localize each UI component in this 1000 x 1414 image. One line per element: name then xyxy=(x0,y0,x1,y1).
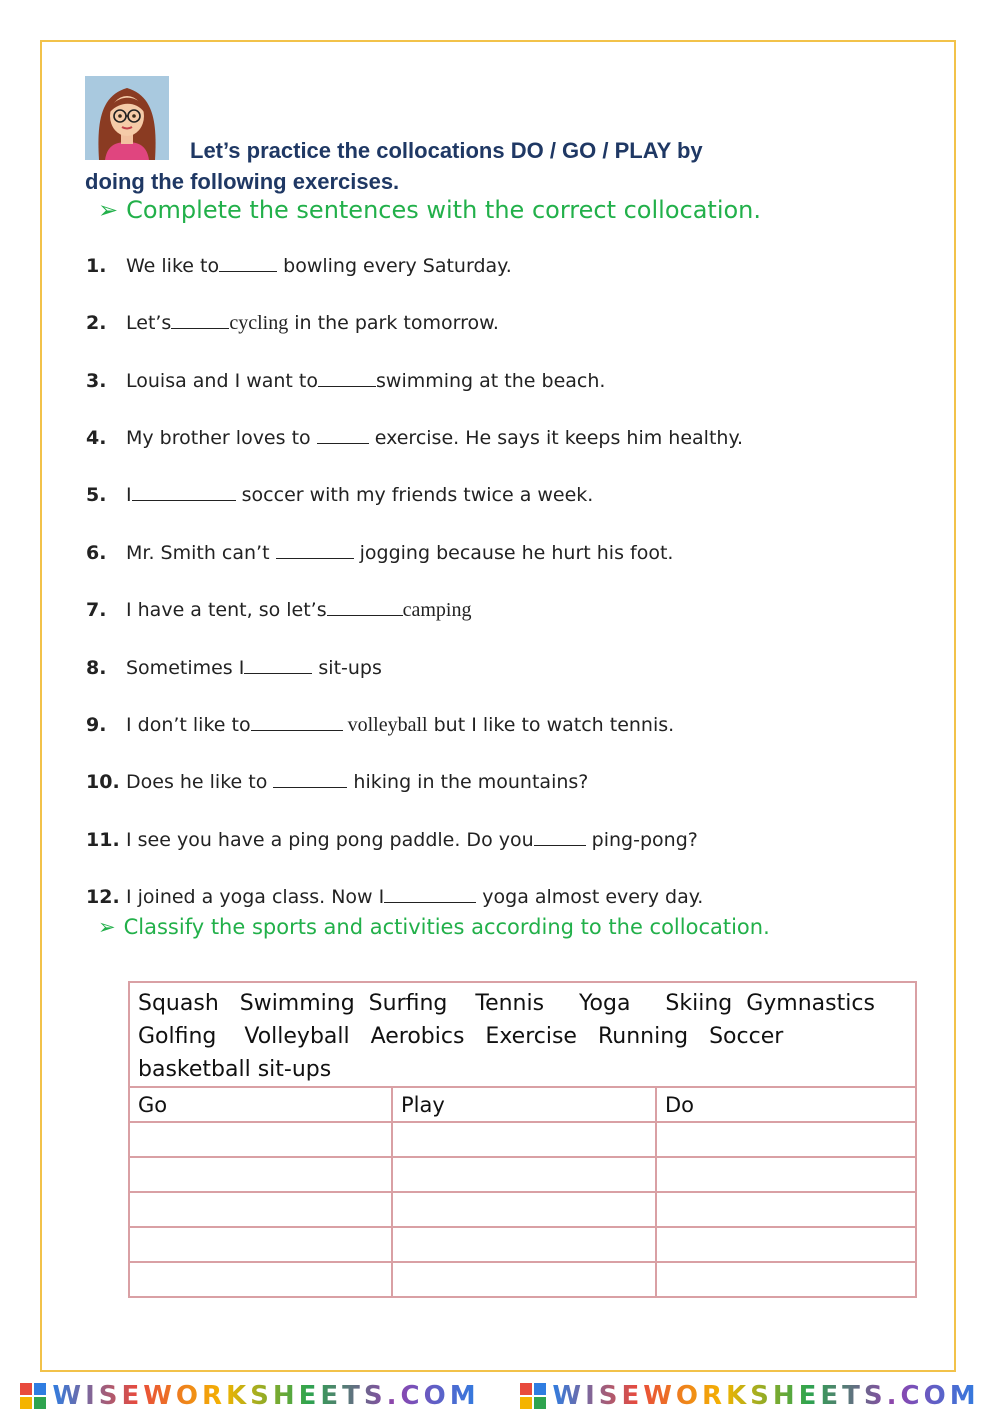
answer-cell[interactable] xyxy=(129,1122,392,1157)
instruction-classify xyxy=(98,915,770,939)
question-5 xyxy=(86,484,593,506)
question-11 xyxy=(86,829,698,851)
answer-blank[interactable] xyxy=(327,601,403,616)
question-text: Louisa and I want to xyxy=(126,370,318,392)
question-7 xyxy=(86,599,472,622)
word-bank-line-2: Golfing Volleyball Aerobics Exercise Running Soccer xyxy=(138,1024,784,1049)
question-text: ping-pong? xyxy=(585,829,698,851)
question-text: Let’s xyxy=(126,312,172,334)
answer-blank[interactable] xyxy=(244,659,312,674)
question-number: 12. xyxy=(86,886,120,908)
answer-blank[interactable] xyxy=(219,257,277,272)
question-text: I joined a yoga class. Now I xyxy=(126,886,385,908)
answer-blank[interactable] xyxy=(171,314,229,329)
question-number: 8. xyxy=(86,657,107,679)
answer-cell[interactable] xyxy=(392,1122,656,1157)
question-1 xyxy=(86,255,512,277)
word-bank xyxy=(129,982,916,1087)
answer-cell[interactable] xyxy=(392,1192,656,1227)
answer-cell[interactable] xyxy=(656,1157,916,1192)
answer-blank[interactable] xyxy=(317,429,369,444)
brand-grid-icon xyxy=(20,1383,46,1409)
answer-blank[interactable] xyxy=(251,716,343,731)
answer-blank[interactable] xyxy=(273,773,347,788)
answer-cell[interactable] xyxy=(656,1122,916,1157)
question-text: I xyxy=(126,484,132,506)
question-number: 2. xyxy=(86,312,107,334)
question-3 xyxy=(86,370,605,392)
question-10 xyxy=(86,771,588,793)
arrow-bullet-icon: ➢ xyxy=(98,196,119,224)
question-text: We like to xyxy=(126,255,220,277)
page-title xyxy=(85,135,785,197)
question-text: I see you have a ping pong paddle. Do you xyxy=(126,829,534,851)
question-text: Mr. Smith can’t xyxy=(126,542,276,564)
instruction-complete xyxy=(98,196,761,224)
question-word: camping xyxy=(402,599,472,621)
column-header-play: Play xyxy=(392,1087,656,1122)
question-word: cycling xyxy=(229,312,289,334)
answer-cell[interactable] xyxy=(656,1227,916,1262)
answer-blank[interactable] xyxy=(318,372,376,387)
answer-cell[interactable] xyxy=(656,1262,916,1297)
question-text: sit-ups xyxy=(312,657,382,679)
brand-logo xyxy=(20,1381,479,1411)
word-bank-line-3: basketball sit-ups xyxy=(138,1057,332,1082)
answer-cell[interactable] xyxy=(129,1157,392,1192)
question-text: yoga almost every day. xyxy=(476,886,704,908)
answer-cell[interactable] xyxy=(129,1227,392,1262)
brand-text: WISEWORKSHEETS.COM xyxy=(552,1381,980,1411)
question-text: exercise. He says it keeps him healthy. xyxy=(368,427,744,449)
question-number: 3. xyxy=(86,370,107,392)
column-header-go: Go xyxy=(129,1087,392,1122)
answer-cell[interactable] xyxy=(392,1227,656,1262)
question-text: soccer with my friends twice a week. xyxy=(235,484,594,506)
question-number: 1. xyxy=(86,255,107,277)
title-line-2: doing the following exercises. xyxy=(85,169,400,194)
question-number: 11. xyxy=(86,829,120,851)
instruction-text: Classify the sports and activities according to the collocation. xyxy=(123,915,770,939)
instruction-text: Complete the sentences with the correct collocation. xyxy=(126,196,762,224)
answer-cell[interactable] xyxy=(129,1192,392,1227)
question-text: swimming at the beach. xyxy=(376,370,606,392)
answer-blank[interactable] xyxy=(276,544,354,559)
question-number: 7. xyxy=(86,599,107,621)
column-header-do: Do xyxy=(656,1087,916,1122)
answer-cell[interactable] xyxy=(392,1262,656,1297)
question-word: volleyball xyxy=(342,714,428,736)
answer-blank[interactable] xyxy=(384,888,476,903)
question-text: in the park tomorrow. xyxy=(288,312,499,334)
question-text: hiking in the mountains? xyxy=(347,771,589,793)
question-text: Does he like to xyxy=(126,771,274,793)
question-text: I have a tent, so let’s xyxy=(126,599,327,621)
question-text: I don’t like to xyxy=(126,714,251,736)
question-number: 4. xyxy=(86,427,107,449)
classification-table xyxy=(128,981,917,1298)
question-2 xyxy=(86,312,499,335)
answer-cell[interactable] xyxy=(656,1192,916,1227)
question-text: bowling every Saturday. xyxy=(277,255,512,277)
question-4 xyxy=(86,427,743,449)
answer-cell[interactable] xyxy=(392,1157,656,1192)
answer-blank[interactable] xyxy=(534,831,586,846)
question-number: 5. xyxy=(86,484,107,506)
title-line-1: Let’s practice the collocations DO / GO / PLAY by xyxy=(190,138,703,163)
footer-watermark xyxy=(0,1378,1000,1414)
answer-cell[interactable] xyxy=(129,1262,392,1297)
answer-blank[interactable] xyxy=(132,486,236,501)
question-number: 6. xyxy=(86,542,107,564)
question-text: jogging because he hurt his foot. xyxy=(353,542,674,564)
question-12 xyxy=(86,886,703,908)
question-number: 10. xyxy=(86,771,120,793)
brand-logo xyxy=(520,1381,979,1411)
question-9 xyxy=(86,714,674,737)
question-number: 9. xyxy=(86,714,107,736)
question-8 xyxy=(86,657,382,679)
question-text: but I like to watch tennis. xyxy=(427,714,675,736)
brand-grid-icon xyxy=(520,1383,546,1409)
question-text: My brother loves to xyxy=(126,427,317,449)
question-6 xyxy=(86,542,673,564)
brand-text: WISEWORKSHEETS.COM xyxy=(52,1381,480,1411)
question-text: Sometimes I xyxy=(126,657,245,679)
arrow-bullet-icon: ➢ xyxy=(98,915,116,939)
word-bank-line-1: Squash Swimming Surfing Tennis Yoga Skiing Gymnastics xyxy=(138,991,875,1016)
